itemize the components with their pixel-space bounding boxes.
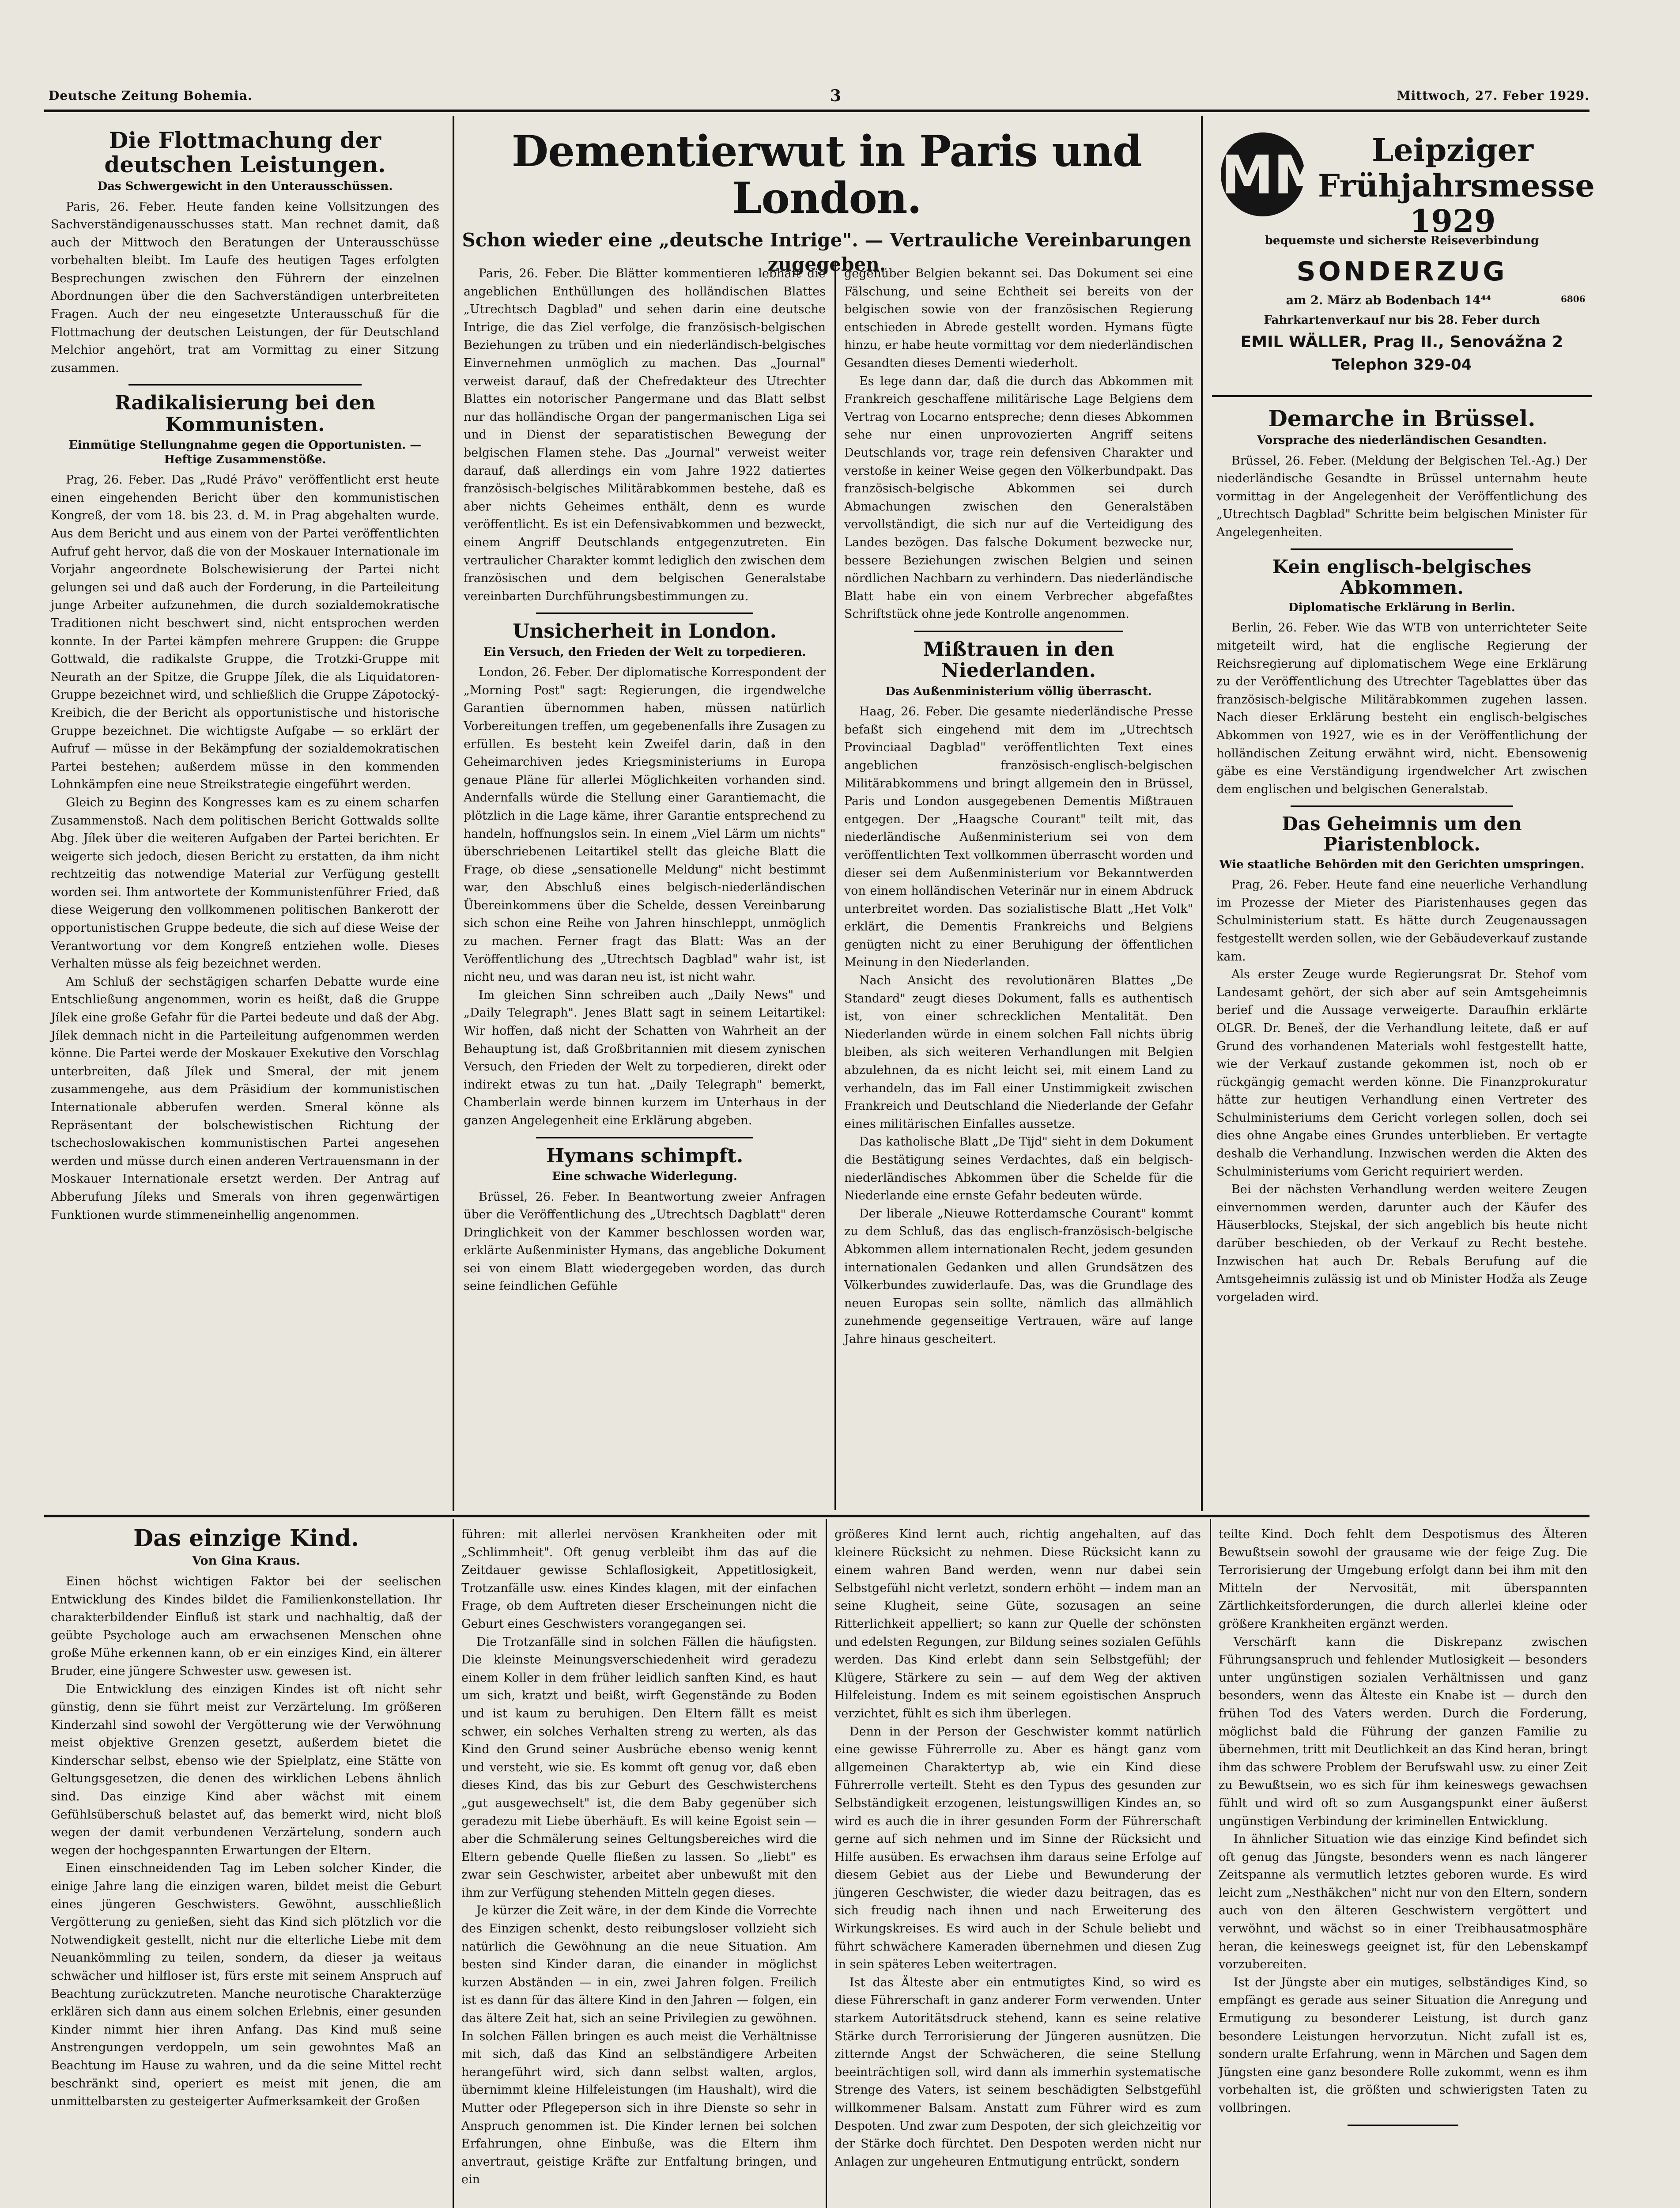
story-rule-2 [826, 1519, 827, 2208]
column-rule-2 [834, 261, 836, 1510]
paragraph: Einen einschneidenden Tag im Leben solcher Kinder, die einige Jahre lang die einzigen waren, bildet meist die Geburt eines jüngeren Geschwisters. Gewöhnt, ausschließlich Vergötterung zu genießen, sieht das Kind sich plötzlich vor die Notwendigkeit gestellt, nicht nur die elterliche Liebe mit dem Neuankömmling zu teilen, sondern, da dieser ja weitaus schwächer und hilfloser ist, fürs erste mit seinem Anspruch auf Beachtung zurückzutreten. Manche neurotische Charakterzüge erklären sich dann aus einem solchen Erlebnis, einer gesunden Kinder nimmt hier ihren Anfang. Das Kind muß seine Anstrengungen verdoppeln, um sein gewohntes Maß an Beachtung im Hause zu wahren, und da die seine Mittel recht beschränkt sind, operiert es meist mit jenen, die am unmittelbarsten zu gesteigerter Aufmerksamkeit der Großen [51, 1861, 442, 2109]
headline-flottmachung: Die Flottmachung der deutschen Leistungen. [104, 127, 386, 178]
subhead-piaristenblock: Wie staatliche Behörden mit den Gerichten umspringen. [1219, 858, 1585, 871]
paragraph: In ähnlicher Situation wie das einzige Kind befindet sich oft genug das Jüngste, besonders wenn es nach längerer Zeitspanne als vermutlich letztes geboren wurde. Es wird leicht zum „Nesthäkchen" nicht nur von den Eltern, sondern auch von den älteren Geschwistern vergöttert und verwöhnt, und wächst so in einer Treibhausatmosphäre heran, die keineswegs geeignet ist, für den Lebenskampf vorzubereiten. [1219, 1832, 1587, 1972]
story-column-1 [51, 1526, 442, 2111]
messe-logo: MM [1221, 132, 1305, 216]
article-abkommen [1216, 619, 1587, 798]
running-head-paper: Deutsche Zeitung Bohemia. [49, 88, 253, 103]
column-1 [51, 128, 439, 1224]
story-text [834, 1526, 1201, 2171]
divider [1291, 548, 1513, 550]
article-paris-cont [844, 265, 1193, 624]
story-column-3 [834, 1526, 1201, 2171]
paragraph: Paris, 26. Feber. Die Blätter kommentieren lebhaft die angeblichen Enthüllungen des holländischen Blattes „Utrechtsch Dagblad" und sehen darin eine deutsche Intrige, die das Ziel verfolge, die französisch-belgischen Beziehungen zu trüben und ein niederländisch-belgisches Einvernehmen unmöglich zu machen. Das „Journal" verweist darauf, daß der Chefredakteur des Utrechter Blattes ein notorischer Pangermane und das Blatt selbst nur das holländische Organ der pangermanischen Liga sei und in Dienst der separatistischen Bewegung der belgischen Flamen stehe. Das „Journal" verweist weiter darauf, daß allerdings ein vom Jahre 1922 datiertes französisch-belgisches Militärabkommen bestehe, daß es aber nichts Geheimes enthält, denn es wurde veröffentlicht. Es ist ein Defensivabkommen und bezweckt, einem Angriff Deutschlands entgegenzutreten. Ein vertraulicher Charakter kommt lediglich den zwischen dem französischen und dem belgischen Generalstabe vereinbarten Durchführungsbestimmungen zu. [464, 267, 826, 603]
paragraph: Berlin, 26. Feber. Wie das WTB von unterrichteter Seite mitgeteilt wird, hat die englische Regierung der Reichsregierung auf diplomatischem Wege eine Erklärung zu der Veröffentlichung des Utrechter Tageblattes über das französisch-belgische Militärabkommen zugehen lassen. Nach dieser Erklärung besteht ein englisch-belgisches Abkommen von 1927, wie es in der Veröffentlichung der holländischen Zeitung erwähnt wird, nicht. Ebensowenig gäbe es eine Verständigung irgendwelcher Art zwischen dem englischen und belgischen Generalstab. [1216, 621, 1587, 796]
main-headline-block [461, 128, 1192, 276]
article-london [464, 664, 826, 1130]
headline-kommunisten: Radikalisierung bei den Kommunisten. [114, 392, 376, 436]
story-end-mark [1348, 2125, 1458, 2126]
headline-london: Unsicherheit in London. [513, 620, 777, 643]
headline-abkommen: Kein englisch-belgisches Abkommen. [1272, 556, 1532, 598]
story-text [1219, 1526, 1587, 2117]
paragraph: Das katholische Blatt „De Tijd" sieht in dem Dokument die Bestätigung seines Verdachtes, daß ein belgisch-niederländisches Abkommen über die Schelde für die Niederlande eine ernste Gefahr bedeuten würde. [844, 1135, 1193, 1203]
paragraph: Der liberale „Nieuwe Rotterdamsche Courant" kommt zu dem Schluß, das das englisch-französisch-belgische Abkommen allem internationalen Recht, jedem gesunden internationalen Gedanken und allen Grundsätzen des Völkerbundes zuwiderlaufe. Das, was die Grundlage des neuen Europas sein sollte, nämlich das allmählich zunehmende gegenseitige Vertrauen, wäre auf lange Jahre hinaus gescheitert. [844, 1206, 1193, 1346]
headline-demarche: Demarche in Brüssel. [1268, 405, 1536, 431]
divider [536, 1137, 753, 1138]
column-2 [464, 265, 826, 1296]
paragraph: Die Entwicklung des einzigen Kindes ist oft nicht sehr günstig, denn sie führt meist zur Verzärtelung. Im größeren Kinderzahl sind sowohl der Vergötterung wie der Verwöhnung meist objektive Grenzen gesetzt, außerdem bietet die Kinderschar selbst, ebenso wie der Spielplatz, eine Stätte von Geltungsgesetzen, die denen des wirklichen Lebens ähnlich sind. Das einzige Kind aber wächst mit einem Gefühlsüberschuß belastet auf, das bemerkt wird, nicht bloß wegen der damit verbundenen Verzärtelung, sondern auch wegen der hochgespannten Erwartungen der Eltern. [51, 1682, 442, 1857]
column-3 [844, 265, 1193, 1349]
divider [1291, 805, 1513, 807]
paragraph: Paris, 26. Feber. Heute fanden keine Vollsitzungen des Sachverständigenausschusses statt. Man rechnet damit, daß auch der Mittwoch den Beratungen der Unterausschüsse vorbehalten bleibt. Im Laufe des heutigen Tages erfolgten Besprechungen zwischen den Führern der einzelnen Abordnungen über die den Sachverständigen unterbreiteten Fragen. Auch der neu eingesetzte Unterausschuß für die Flottmachung der deutschen Leistungen, der für Deutschland Melchior angehört, trat am Vormittag zu einer Sitzung zusammen. [51, 200, 439, 375]
paragraph: Im gleichen Sinn schreiben auch „Daily News" und „Daily Telegraph". Jenes Blatt sagt in seinem Leitartikel: Wir hoffen, daß nicht der Schatten von Wahrheit an der Behauptung ist, daß Großbritannien mit diesem zynischen Versuch, den Frieden der Welt zu torpedieren, direkt oder indirekt etwas zu tun hat. „Daily Telegraph" bemerkt, Chamberlain werde binnen kurzem im Unterhaus in der ganzen Angelegenheit eine Erklärung abgeben. [464, 988, 826, 1128]
subhead-kommunisten: Einmütige Stellungnahme gegen die Opportunisten. — Heftige Zusammenstöße. [68, 439, 422, 466]
ad-side-code: 6806 [1561, 294, 1586, 304]
story-text [461, 1526, 817, 2189]
paragraph: gegenüber Belgien bekannt sei. Das Dokument sei eine Fälschung, und seine Echtheit sei bereits von der belgischen sowie von der französischen Regierung entschieden in Abrede gestellt worden. Hymans fügte hinzu, er habe heute vormittag vor dem niederländischen Gesandten dieses Dementi wiederholt. [844, 267, 1193, 370]
paragraph: Als erster Zeuge wurde Regierungsrat Dr. Stehof vom Landesamt gehört, der sich aber auf sein Amtsgeheimnis berief und die Aussage verweigerte. Daraufhin erklärte OLGR. Dr. Beneš, der die Verhandlung leitete, daß er auf Grund des vorhandenen Materials wohl festgestellt hatte, wie der Verkauf zustande gekommen ist, noch ob er rückgängig gemacht werden könne. Die Finanzprokuratur hätte zur heutigen Verhandlung einen Vertreter des Schulministeriums dem Gericht vorlegen sollen, doch sei dies ohne Angabe eines Grundes unterblieben. Er vertagte deshalb die Verhandlung. Inzwischen werden die Akten des Schulministeriums vom Gericht requiriert werden. [1216, 968, 1587, 1179]
story-author: Von Gina Kraus. [192, 1554, 300, 1568]
ad-line-4: EMIL WÄLLER, Prag II., Senovážna 2 [1240, 333, 1563, 351]
headline-hymans: Hymans schimpft. [546, 1144, 744, 1167]
paragraph: Prag, 26. Feber. Heute fand eine neuerliche Verhandlung im Prozesse der Mieter des Piaristenhauses gegen das Schulministerium statt. Es hätte durch Zeugenaussagen festgestellt werden sollen, wie der Gebäudeverkauf zustande kam. [1216, 878, 1587, 964]
subhead-demarche: Vorsprache des niederländischen Gesandten. [1257, 434, 1547, 447]
paragraph: Nach Ansicht des revolutionären Blattes „De Standard" zeugt dieses Dokument, falls es authentisch ist, von einer schrecklichen Mentalität. Den Niederlanden würde in einem solchen Fall nichts übrig bleiben, als sich weiteren Verhandlungen mit Belgien abzulehnen, da es nicht leicht sei, mit einem Land zu verhandeln, das im Fall einer Unstimmigkeit zwischen Frankreich und Deutschland die Niederlande der Gefahr eines militärischen Einfalles aussetze. [844, 974, 1193, 1131]
paragraph: Am Schluß der sechstägigen scharfen Debatte wurde eine Entschließung angenommen, worin es heißt, daß die Gruppe Jílek eine große Gefahr für die Partei bedeute und daß der Abg. Jílek demnach nicht in die Parteileitung aufgenommen werden könne. Die Partei werde der Moskauer Exekutive den Vorschlag unterbreiten, daß Jílek und Smeral, der mit jenem zusammengehe, aus dem Präsidium der kommunistischen Internationale abberufen werden. Smeral könne als Repräsentant der bolschewistischen Richtung der tschechoslowakischen kommunistischen Partei angesehen werden und müsse durch einen anderen Vertrauensmann in der Moskauer Internationale ersetzt werden. Der Antrag auf Abberufung Jíleks und Smerals von ihren gegenwärtigen Funktionen wurde stimmeneinhellig angenommen. [51, 975, 439, 1222]
article-piaristenblock [1216, 876, 1587, 1306]
paragraph: Verschärft kann die Diskrepanz zwischen Führungsanspruch und fehlender Mutlosigkeit — besonders unter ungünstigen sozialen Verhältnissen und ganz besonders, wenn das Älteste ein Knabe ist — durch den frühen Tod des Vaters werden. Durch die Forderung, möglichst bald die Führung der ganzen Familie zu übernehmen, tritt mit Deutlichkeit an das Kind heran, bringt ihm das schwere Problem der Berufswahl usw. zu einer Zeit zu Bewußtsein, wo es sich für ihm keineswegs gewachsen fühlt und wird oft so zum Ausgangspunkt einer äußerst ungünstigen Verbindung der kriminellen Entwicklung. [1219, 1635, 1587, 1828]
column-rule-3 [1201, 116, 1203, 1511]
divider [914, 631, 1123, 632]
paragraph: Ist der Jüngste aber ein mutiges, selbständiges Kind, so empfängt es gerade aus seiner Situation die Anregung und Ermutigung zu besonderer Leistung, ist durch ganz besondere Leistungen hervorzutun. Nicht zufall ist es, sondern uralte Erfahrung, wenn in Märchen und Sagen dem Jüngsten eine ganz besondere Rolle zukommt, wenn es ihm vorbehalten ist, die größten und schwierigsten Taten zu vollbringen. [1219, 1975, 1587, 2115]
main-headline: Dementierwut in Paris und London. [511, 126, 1142, 223]
ad-line-5: Telephon 329-04 [1332, 356, 1472, 374]
headline-niederlande: Mißtrauen in den Niederlanden. [923, 638, 1114, 682]
subhead-flottmachung: Das Schwergewicht in den Unterausschüssen. [97, 180, 393, 193]
ad-sonderzug: SONDERZUG [1296, 256, 1507, 287]
ad-line-3: Fahrkartenverkauf nur bis 28. Feber durch [1264, 314, 1540, 327]
article-hymans [464, 1188, 826, 1296]
ad-title: Leipziger Frühjahrsmesse 1929 [1318, 132, 1595, 239]
story-rule-3 [1210, 1519, 1211, 2208]
paragraph: Bei der nächsten Verhandlung werden weitere Zeugen einvernommen werden, darunter auch der Käufer des Häuserblocks, Stejskal, der sich angeblich bis heute nicht darüber beschieden, ob der Verkauf zu Recht bestehe. Inzwischen hat auch Dr. Rebals Berufung auf die Amtsgeheimnis zulässig ist und ob Minister Hodža als Zeuge vorgeladen wird. [1216, 1183, 1587, 1304]
paragraph: größeres Kind lernt auch, richtig angehalten, auf das kleinere Rücksicht zu nehmen. Diese Rücksicht kann zu einem wahren Band werden, wenn nur dabei sein Selbstgefühl nicht verletzt, sondern erhöht — indem man an seine Klugheit, seine Güte, sozusagen an seine Ritterlichkeit appelliert; so kann zur Quelle der schönsten und edelsten Regungen, zur Bildung seines sozialen Gefühls werden. Das Kind erlebt dann sein Selbstgefühl; der Klügere, Stärkere zu sein — auf dem Weg der aktiven Hilfeleistung. Indem es mit seinem egoistischen Anspruch verzichtet, fühlt es sich ihm überlegen. [834, 1527, 1201, 1720]
headline-piaristenblock: Das Geheimnis um den Piaristenblock. [1282, 813, 1522, 855]
story-text [51, 1573, 442, 2111]
paragraph: Brüssel, 26. Feber. (Meldung der Belgischen Tel.-Ag.) Der niederländische Gesandte in Brüssel unternahm heute vormittag in der Angelegenheit der Veröffentlichung des „Utrechtsch Dagblad" Schritte beim belgischen Minister für Angelegenheiten. [1216, 454, 1587, 539]
ad-line-2: am 2. März ab Bodenbach 14⁴⁴ [1286, 294, 1491, 307]
paragraph: Einen höchst wichtigen Faktor bei der seelischen Entwicklung des Kindes bildet die Familienkonstellation. Ihr charakterbildender Einfluß ist stark und nachhaltig, daß der geübte Psychologe auch am erwachsenen Menschen ohne große Mühe erkennen kann, ob er ein einziges Kind, ein älterer Bruder, eine jüngere Schwester usw. gewesen ist. [51, 1574, 442, 1678]
story-rule-1 [453, 1519, 454, 2208]
paragraph: Die Trotzanfälle sind in solchen Fällen die häufigsten. Die kleinste Meinungsverschiedenheit wird geradezu einem Koller in dem früher leidlich sanften Kind, es haut um sich, kratzt und beißt, wirft Gegenstände zu Boden und ist kaum zu beruhigen. Den Eltern fällt es meist schwer, ein solches Verhalten streng zu werten, als das Kind den Grund seiner Ausbrüche ebenso wenig kennt und versteht, wie sie. Es kommt oft genug vor, daß eben dieses Kind, das bis zur Geburt des Geschwisterchens „gut ausgewechselt" ist, die dem Baby gegenüber sich geradezu mit Liebe überhäuft. Es will keine Egoist sein — aber die Schmälerung seines Geltungsbereiches wird die Eltern gebende Quelle fließen zu lassen. So „liebt" es zwar sein Geschwister, arbeitet aber unbewußt mit den ihm zur Verfügung stehenden Mitteln gegen dieses. [461, 1635, 817, 1900]
paragraph: Denn in der Person der Geschwister kommt natürlich eine gewisse Führerrolle zu. Aber es hängt ganz vom allgemeinen Charaktertyp ab, wie ein Kind diese Führerrolle verteilt. Steht es den Typus des gesunden zur Selbständigkeit erzogenen, leistungswilligen Kindes an, so wird es auch die in ihrer gesunden Form der Führerschaft gerne auf sich nehmen und im Sinne der Rücksicht und Hilfe ausüben. Es erwachsen ihm daraus seine Erfolge auf diesem Gebiet aus der Liebe und Bewunderung der jüngeren Geschwister, die wieder dazu beitragen, das es sich freudig nach ihnen und nach Erweiterung des Wirkungskreises. Es wird auch in der Schule beliebt und führt schwächere Kameraden übernehmen und diesen Zug in sein späteres Leben weitertragen. [834, 1724, 1201, 1972]
paragraph: Ist das Älteste aber ein entmutigtes Kind, so wird es diese Führerschaft in ganz anderer Form verwenden. Unter starkem Autoritätsdruck stehend, kann es seine relative Stärke durch Terrorisierung der Jüngeren ausnützen. Die zitternde Angst der Schwächeren, die seine Stellung beeinträchtigen soll, wird dann als immerhin systematische Strenge des Vaters, ist seinem beschädigten Selbstgefühl willkommener Balsam. Anstatt zum Führer wird es zum Despoten. Und zwar zum Despoten, der sich gleichzeitig vor der Stärke doch fürchtet. Den Despoten werden nicht nur Anlagen zur ungeheuren Entmutigung entrückt, sondern [834, 1975, 1201, 2169]
paragraph: Haag, 26. Feber. Die gesamte niederländische Presse befaßt sich eingehend mit dem im „Utrechtsch Provinciaal Dagblad" veröffentlichten Text eines angeblichen französisch-englisch-belgischen Militärabkommens und bringt allgemein den in Brüssel, Paris und London ausgegebenen Dementis Mißtrauen entgegen. Der „Haagsche Courant" teilt mit, das niederländische Außenministerium sei von dem veröffentlichten Text vollkommen überrascht worden und dieser sei dem Außenministerium vor Bekanntwerden von einem holländischen Veterinär nur in einem Abdruck unterbreitet worden. Das sozialistische Blatt „Het Volk" erklärt, die Dementis Frankreichs und Belgiens genügten nicht zu einer Beruhigung der öffentlichen Meinung in den Niederlanden. [844, 705, 1193, 970]
column-4 [1216, 406, 1587, 1306]
paragraph: Gleich zu Beginn des Kongresses kam es zu einem scharfen Zusammenstoß. Nach dem politischen Bericht Gottwalds sollte Abg. Jílek über die weiteren Aufgaben der Partei berichten. Er weigerte sich jedoch, diesen Bericht zu erstatten, da ihm nicht rechtzeitig das notwendige Material zur Verfügung gestellt worden sei. Ihm antwortete der Kommunistenführer Fried, daß diese Weigerung den vollkommenen politischen Bankerott der opportunistischen Gruppe bedeute, die sich auf diese Weise der Verantwortung vor dem Kongreß entziehen wolle. Dieses Verhalten müsse als feig bezeichnet werden. [51, 795, 439, 971]
column-rule-1 [453, 116, 454, 1511]
page-number: 3 [830, 87, 842, 105]
subhead-hymans: Eine schwache Widerlegung. [552, 1170, 737, 1183]
subhead-abkommen: Diplomatische Erklärung in Berlin. [1288, 601, 1515, 614]
paragraph: teilte Kind. Doch fehlt dem Despotismus des Älteren Bewußtsein sowohl der grausame wie der feige Zug. Die Terrorisierung der Umgebung erfolgt dann bei ihm mit den Mitteln der Nervosität, mit überspannten Zärtlichkeitsforderungen, die durch allerlei kleine oder größere Krankheiten ergänzt werden. [1219, 1527, 1587, 1631]
advertisement-leipziger-messe [1212, 124, 1595, 393]
story-title: Das einzige Kind. [133, 1525, 359, 1552]
article-flottmachung [51, 198, 439, 378]
top-rule [44, 110, 1589, 112]
divider [536, 612, 753, 614]
paragraph: führen: mit allerlei nervösen Krankheiten oder mit „Schlimmheit". Oft genug verbleibt ihm das auf die Zeitdauer gewisse Schlaflosigkeit, Appetitlosigkeit, Trotzanfälle usw. eines Kindes klagen, mit der einfachen Frage, ob dem Auftreten dieser Erscheinungen nicht die Geburt eines Geschwisters vorangegangen sei. [461, 1527, 817, 1631]
ad-line-1: bequemste und sicherste Reiseverbindung [1265, 234, 1539, 247]
main-subheadline: Schon wieder eine „deutsche Intrige". — Vertrauliche Vereinbarungen zugegeben. [462, 229, 1192, 275]
feuilleton-rule [44, 1515, 1589, 1517]
story-column-2 [461, 1526, 817, 2189]
ad-rule [1212, 395, 1592, 397]
paragraph: Brüssel, 26. Feber. In Beantwortung zweier Anfragen über die Veröffentlichung des „Utrechtsch Dagblatt" deren Dringlichkeit von der Kammer beschlossen worden war, erklärte Außenminister Hymans, das angebliche Dokument sei von einem Blatt wiedergegeben worden, das durch seine feindlichen Gefühle [464, 1190, 826, 1293]
subhead-niederlande: Das Außenministerium völlig überrascht. [885, 684, 1152, 698]
subhead-london: Ein Versuch, den Frieden der Welt zu torpedieren. [483, 645, 806, 659]
article-paris [464, 265, 826, 605]
paragraph: Prag, 26. Feber. Das „Rudé Právo" veröffentlicht erst heute einen eingehenden Bericht über den kommunistischen Kongreß, der vom 18. bis 23. d. M. in Prag abgehalten wurde. Aus dem Bericht und aus einem von der Partei veröffentlichten Aufruf geht hervor, daß die von der Moskauer Internationale im Vorjahr angeordnete Bolschewisierung der Partei nicht gelungen sei und daß auch der Forderung, in die Parteileitung junge Arbeiter aufzunehmen, die durch sozialdemokratische Traditionen nicht beschwert sind, nicht entsprochen werden konnte. In der Partei kämpfen mehrere Gruppen: die Gruppe Gottwald, die radikalste Gruppe, die Trotzki-Gruppe mit Neurath an der Spitze, die Gruppe Jílek, die als Liquidatoren-Gruppe bezeichnet wird, und schließlich die Gruppe Zápotocký-Kreibich, die der Bericht als opportunistische und historische Gruppe bezeichnet. Die wichtigste Aufgabe — so erklärt der Aufruf — müsse in der Bekämpfung der sozialdemokratischen Partei bestehen; außerdem müsse in den kommenden Lohnkämpfen eine neue Streikstrategie eingeführt werden. [51, 473, 439, 792]
paragraph: London, 26. Feber. Der diplomatische Korrespondent der „Morning Post" sagt: Regierungen, die irgendwelche Garantien übernommen haben, müssen natürlich Vorbereitungen treffen, um gegebenenfalls ihre Zusagen zu erfüllen. Es besteht kein Zweifel darin, daß in den Geheimarchiven jedes Kriegsministeriums in Europa genaue Pläne für allerlei Möglichkeiten vorhanden sind. Andernfalls würde die Stellung einer Garantiemacht, die plötzlich in die Lage käme, ihrer Garantie entsprechend zu handeln, hoffnungslos sein. In einem „Viel Lärm um nichts" überschriebenen Leitartikel stellt das gleiche Blatt die Frage, ob diese „sensationelle Meldung" nicht bestimmt war, den Abschluß eines belgisch-niederländischen Übereinkommens über die Schelde, dessen Vereinbarung sich schon eine Reihe von Jahren hinschleppt, unmöglich zu machen. Ferner fragt das Blatt: Was an der Veröffentlichung des „Utrechtsch Dagblad" wahr ist, ist nicht neu, und was daran neu ist, ist nicht wahr. [464, 665, 826, 984]
article-niederlande [844, 703, 1193, 1348]
divider [128, 384, 362, 386]
article-demarche [1216, 452, 1587, 542]
article-kommunisten [51, 471, 439, 1224]
paragraph: Es lege dann dar, daß die durch das Abkommen mit Frankreich geschaffene militärische Lage Belgiens dem Vertrag von Locarno entspreche; denn dieses Abkommen sehe nur einen unprovozierten Angriff seitens Deutschlands vor, trage rein defensiven Charakter und verstoße in keiner Weise gegen den Völkerbundpakt. Das französisch-belgische Abkommen sei durch Abmachungen zwischen den Generalstäben vervollständigt, die sich nur auf die Verteidigung des Landes bezögen. Das falsche Dokument bezwecke nur, bessere Beziehungen zwischen Belgien und seinen nördlichen Nachbarn zu verhindern. Das niederländische Blatt habe ein von einem Verbrecher abgefaßtes Schriftstück ohne jede Kontrolle angenommen. [844, 374, 1193, 621]
story-column-4 [1219, 1526, 1587, 2133]
running-head-date: Mittwoch, 27. Feber 1929. [1397, 88, 1589, 103]
paragraph: Je kürzer die Zeit wäre, in der dem Kinde die Vorrechte des Einzigen schenkt, desto reibungsloser vollzieht sich natürlich die Gewöhnung an die neue Situation. Am besten sind Kinder daran, die einander in möglichst kurzen Abständen — in ein, zwei Jahren folgen. Freilich ist es dann für das ältere Kind in den Jahren — folgen, ein das ältere Zeit hat, sich an seine Privilegien zu gewöhnen. In solchen Fällen bringen es auch meist die Verhältnisse mit sich, daß das Kind an selbständigere Arbeiten herangeführt wird, sich dann selbst walten, arglos, übernimmt kleine Hilfeleistungen (im Haushalt), wird die Mutter oder Pflegeperson sich in ihre Dienste so sehr in Anspruch genommen ist. Die Kinder lernen bei solchen Erfahrungen, ohne Einbuße, was die Eltern ihm anvertraut, geistige Kräfte zur Entfaltung bringen, und ein [461, 1904, 817, 2187]
